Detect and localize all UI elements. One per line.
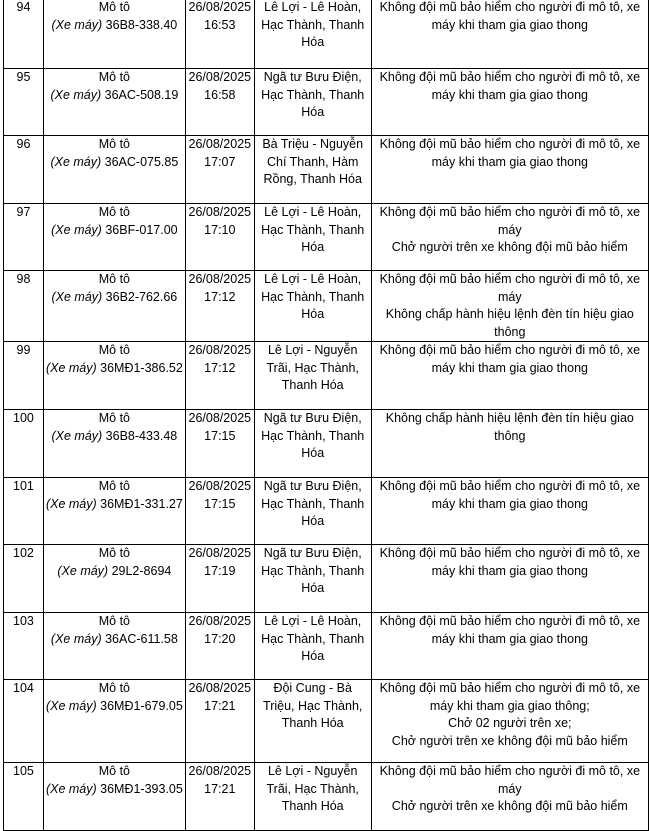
vehicle-kind: (Xe máy): [51, 222, 102, 237]
table-row: [4, 342, 649, 410]
table-row: [4, 410, 649, 478]
violation-date: 26/08/2025: [188, 411, 252, 425]
datetime-cell: [185, 545, 254, 613]
location-cell: Bà Triệu - Nguyễn Chí Thanh, Hàm Rồng, Thanh Hóa: [254, 136, 371, 204]
table-row: [4, 478, 649, 545]
row-number: 105: [4, 763, 44, 831]
violation-time: 17:21: [204, 781, 236, 796]
datetime-cell: [185, 342, 254, 410]
row-number: 97: [4, 204, 44, 271]
plate-number: 36MĐ1-331.27: [100, 496, 183, 511]
violation-time: 17:12: [204, 360, 236, 375]
row-number: 100: [4, 410, 44, 478]
table-body: [4, 0, 649, 831]
vehicle-cell: [43, 69, 185, 136]
vehicle-type: Mô tô: [98, 70, 131, 84]
violations-cell: [371, 0, 648, 69]
vehicle-type: Mô tô: [98, 764, 131, 778]
violation-time: 16:53: [204, 17, 236, 32]
plate-number: 36AC-611.58: [105, 631, 178, 646]
vehicle-kind: (Xe máy): [45, 360, 97, 375]
vehicle-kind: (Xe máy): [51, 289, 103, 304]
vehicle-type: Mô tô: [98, 137, 131, 151]
vehicle-type: Mô tô: [98, 546, 131, 560]
violations-table: [3, 0, 649, 831]
violation-date: 26/08/2025: [188, 343, 252, 357]
plate-number: 36MĐ1-679.05: [100, 698, 183, 713]
row-number: 102: [4, 545, 44, 613]
violations-cell: [371, 342, 648, 410]
violation-text: Không đội mũ bảo hiểm cho người đi mô tô, xe máy: [379, 205, 641, 237]
row-number: 103: [4, 613, 44, 680]
violation-text: Không đội mũ bảo hiểm cho người đi mô tô, xe máy khi tham gia giao thong: [379, 614, 641, 646]
violation-time: 17:15: [204, 428, 236, 443]
violation-date: 26/08/2025: [188, 614, 252, 628]
vehicle-type: Mô tô: [98, 479, 131, 493]
datetime-cell: [185, 204, 254, 271]
row-number: 99: [4, 342, 44, 410]
location-cell: Lê Lợi - Lê Hoàn, Hạc Thành, Thanh Hóa: [254, 613, 371, 680]
violation-date: 26/08/2025: [188, 70, 252, 84]
violation-text: Không đội mũ bảo hiểm cho người đi mô tô, xe máy khi tham gia giao thong: [379, 0, 641, 32]
plate-number: 36B2-762.66: [105, 289, 178, 304]
plate-number: 36B8-433.48: [105, 428, 178, 443]
location-cell: Ngã tư Bưu Điện, Hạc Thành, Thanh Hóa: [254, 478, 371, 545]
table-row: [4, 613, 649, 680]
vehicle-kind: (Xe máy): [50, 631, 102, 646]
violations-cell: [371, 204, 648, 271]
violations-cell: [371, 478, 648, 545]
location-cell: Đội Cung - Bà Triệu, Hạc Thành, Thanh Hóa: [254, 680, 371, 763]
violation-time: 16:58: [204, 87, 236, 102]
location-cell: Ngã tư Bưu Điện, Hạc Thành, Thanh Hóa: [254, 69, 371, 136]
vehicle-type: Mô tô: [98, 681, 131, 695]
violation-date: 26/08/2025: [188, 272, 252, 286]
plate-number: 36B8-338.40: [105, 17, 178, 32]
violation-text: Chở người trên xe không đội mũ bảo hiểm: [391, 733, 628, 748]
vehicle-kind: (Xe máy): [45, 698, 97, 713]
row-number: 98: [4, 271, 44, 342]
vehicle-cell: [43, 763, 185, 831]
violation-text: Chở 02 người trên xe;: [448, 716, 572, 730]
violations-cell: [371, 763, 648, 831]
violation-text: Chở người trên xe không đội mũ bảo hiểm: [391, 240, 628, 254]
violation-date: 26/08/2025: [188, 764, 252, 778]
violation-date: 26/08/2025: [188, 137, 252, 151]
vehicle-cell: [43, 613, 185, 680]
violation-text: Không đội mũ bảo hiểm cho người đi mô tô, xe máy: [379, 272, 641, 304]
vehicle-cell: [43, 478, 185, 545]
violation-text: Không đội mũ bảo hiểm cho người đi mô tô, xe máy khi tham gia giao thong: [379, 137, 641, 169]
vehicle-cell: [43, 0, 185, 69]
violation-time: 17:07: [204, 154, 236, 169]
violation-time: 17:19: [204, 563, 236, 578]
location-cell: Lê Lợi - Nguyễn Trãi, Hạc Thành, Thanh Hóa: [254, 342, 371, 410]
violation-time: 17:10: [204, 222, 236, 237]
violations-cell: [371, 680, 648, 763]
violation-text: Chở người trên xe không đội mũ bảo hiểm: [391, 799, 628, 813]
vehicle-cell: [43, 271, 185, 342]
row-number: 96: [4, 136, 44, 204]
vehicle-kind: (Xe máy): [50, 87, 102, 102]
vehicle-cell: [43, 680, 185, 763]
vehicle-type: Mô tô: [98, 614, 131, 628]
vehicle-kind: (Xe máy): [45, 781, 97, 796]
row-number: 95: [4, 69, 44, 136]
row-number: 104: [4, 680, 44, 763]
vehicle-type: Mô tô: [98, 343, 131, 357]
location-cell: Lê Lợi - Lê Hoàn, Hạc Thành, Thanh Hóa: [254, 271, 371, 342]
violation-text: Không đội mũ bảo hiểm cho người đi mô tô, xe máy khi tham gia giao thong: [379, 70, 641, 102]
violation-text: Không đội mũ bảo hiểm cho người đi mô tô, xe máy: [379, 764, 641, 796]
datetime-cell: [185, 763, 254, 831]
table-row: [4, 0, 649, 69]
vehicle-type: Mô tô: [98, 411, 131, 425]
violations-cell: [371, 545, 648, 613]
datetime-cell: [185, 136, 254, 204]
location-cell: Lê Lợi - Lê Hoàn, Hạc Thành, Thanh Hóa: [254, 0, 371, 69]
location-cell: Ngã tư Bưu Điện, Hạc Thành, Thanh Hóa: [254, 545, 371, 613]
vehicle-kind: (Xe máy): [51, 17, 103, 32]
plate-number: 36AC-508.19: [104, 87, 179, 102]
violation-date: 26/08/2025: [188, 0, 252, 14]
location-cell: Lê Lợi - Nguyễn Trãi, Hạc Thành, Thanh Hóa: [254, 763, 371, 831]
vehicle-type: Mô tô: [98, 0, 131, 14]
datetime-cell: [185, 0, 254, 69]
violations-cell: [371, 271, 648, 342]
table-row: [4, 763, 649, 831]
location-cell: Lê Lợi - Lê Hoàn, Hạc Thành, Thanh Hóa: [254, 204, 371, 271]
vehicle-cell: [43, 410, 185, 478]
vehicle-kind: (Xe máy): [50, 154, 102, 169]
datetime-cell: [185, 478, 254, 545]
plate-number: 36AC-075.85: [104, 154, 179, 169]
plate-number: 36MĐ1-393.05: [100, 781, 183, 796]
table-row: [4, 136, 649, 204]
vehicle-kind: (Xe máy): [57, 563, 109, 578]
vehicle-kind: (Xe máy): [51, 428, 103, 443]
violation-date: 26/08/2025: [188, 681, 252, 695]
violation-text: Không chấp hành hiệu lệnh đèn tín hiệu giao thông: [385, 411, 634, 443]
vehicle-cell: [43, 136, 185, 204]
table-row: [4, 204, 649, 271]
vehicle-cell: [43, 545, 185, 613]
table-row: [4, 545, 649, 613]
violations-cell: [371, 69, 648, 136]
violations-cell: [371, 613, 648, 680]
datetime-cell: [185, 69, 254, 136]
table-row: [4, 271, 649, 342]
row-number: 101: [4, 478, 44, 545]
row-number: 94: [4, 0, 44, 69]
violations-cell: [371, 410, 648, 478]
violation-time: 17:21: [204, 698, 236, 713]
datetime-cell: [185, 410, 254, 478]
vehicle-cell: [43, 204, 185, 271]
violation-time: 17:20: [204, 631, 236, 646]
violation-date: 26/08/2025: [188, 205, 252, 219]
datetime-cell: [185, 271, 254, 342]
datetime-cell: [185, 680, 254, 763]
datetime-cell: [185, 613, 254, 680]
location-cell: Ngã tư Bưu Điện, Hạc Thành, Thanh Hóa: [254, 410, 371, 478]
violation-time: 17:15: [204, 496, 236, 511]
violation-time: 17:12: [204, 289, 236, 304]
table-row: [4, 680, 649, 763]
violation-text: Không đội mũ bảo hiểm cho người đi mô tô, xe máy khi tham gia giao thông;: [379, 681, 641, 713]
vehicle-type: Mô tô: [98, 272, 131, 286]
plate-number: 29L2-8694: [111, 563, 172, 578]
violation-text: Không đội mũ bảo hiểm cho người đi mô tô, xe máy khi tham gia giao thong: [379, 546, 641, 578]
plate-number: 36MĐ1-386.52: [100, 360, 183, 375]
violation-text: Không đội mũ bảo hiểm cho người đi mô tô, xe máy khi tham gia giao thong: [379, 343, 641, 375]
violation-text: Không đội mũ bảo hiểm cho người đi mô tô, xe máy khi tham gia giao thong: [379, 479, 641, 511]
plate-number: 36BF-017.00: [105, 222, 178, 237]
violations-cell: [371, 136, 648, 204]
vehicle-cell: [43, 342, 185, 410]
vehicle-kind: (Xe máy): [45, 496, 97, 511]
violation-date: 26/08/2025: [188, 479, 252, 493]
violation-date: 26/08/2025: [188, 546, 252, 560]
vehicle-type: Mô tô: [98, 205, 131, 219]
table-row: [4, 69, 649, 136]
violation-text: Không chấp hành hiệu lệnh đèn tín hiệu giao thông: [385, 307, 634, 339]
